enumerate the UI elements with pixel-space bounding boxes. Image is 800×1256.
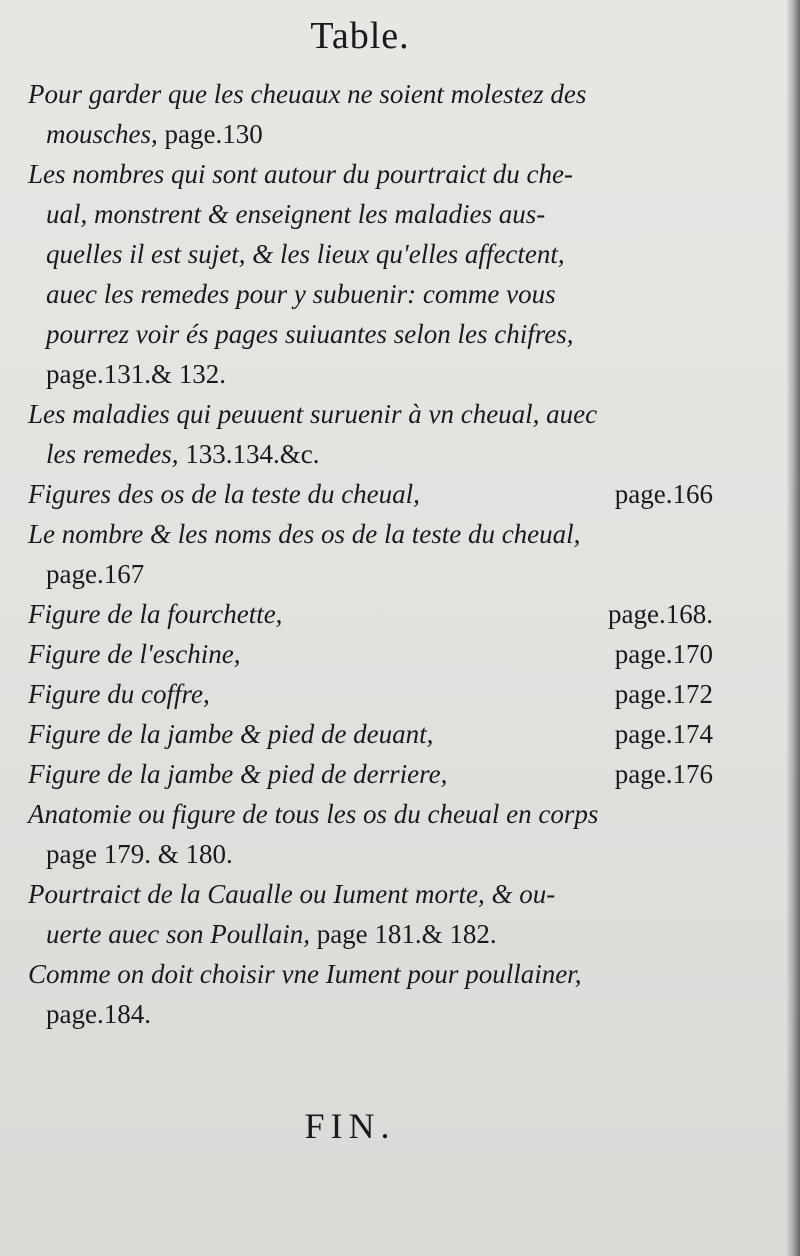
- toc-entry: [28, 674, 713, 714]
- toc-entry: [28, 714, 713, 754]
- entry-line: Les nombres qui sont autour du pourtraict du che-: [28, 159, 573, 189]
- toc-entry: [28, 394, 713, 474]
- entry-line: auec les remedes pour y subuenir: comme vous: [46, 279, 556, 309]
- page-reference: page 179. & 180.: [46, 839, 233, 869]
- page-reference: page 181.& 182.: [316, 919, 497, 949]
- entry-line: uerte auec son Poullain,: [46, 919, 310, 949]
- entry-line: mousches,: [46, 119, 158, 149]
- toc-entry: [28, 874, 713, 954]
- toc-entry: [28, 474, 713, 514]
- toc-entry: [28, 74, 713, 154]
- page-reference: page.130: [164, 119, 263, 149]
- entry-line: Les maladies qui peuuent suruenir à vn cheual, auec: [28, 399, 598, 429]
- toc-entry: [28, 794, 713, 874]
- page-reference: 133.134.&c.: [185, 439, 320, 469]
- toc-entry: [28, 594, 713, 634]
- end-marker: FIN.: [304, 1106, 396, 1146]
- page-reference: page.184.: [46, 999, 151, 1029]
- entry-line: Figure de la jambe & pied de deuant,: [28, 719, 434, 749]
- page-reference: page.167: [46, 559, 145, 589]
- entry-line: ual, monstrent & enseignent les maladies aus-: [46, 199, 546, 229]
- page-reference: page.168.: [608, 599, 713, 629]
- page-reference: page.174: [614, 719, 713, 749]
- entry-line: Figures des os de la teste du cheual,: [28, 479, 420, 509]
- entry-line: Figure de la jambe & pied de derriere,: [28, 759, 448, 789]
- entry-line: Figure du coffre,: [28, 679, 210, 709]
- page-reference: page.176: [614, 759, 713, 789]
- toc-entry: [28, 514, 713, 594]
- entry-line: quelles il est sujet, & les lieux qu'elles affectent,: [46, 239, 565, 269]
- page-edge-shadow: [786, 0, 800, 1256]
- page-reference: page.172: [614, 679, 713, 709]
- toc-entry: [28, 154, 713, 394]
- entry-line: pourrez voir és pages suiuantes selon les chifres,: [46, 319, 574, 349]
- page-title: Table.: [310, 15, 410, 57]
- entry-line: Pourtraict de la Caualle ou Iument morte, & ou-: [28, 879, 556, 909]
- entry-line: Figure de l'eschine,: [28, 639, 241, 669]
- page-reference: page.131.& 132.: [46, 359, 226, 389]
- table-of-contents: [28, 74, 713, 1034]
- entry-line: Pour garder que les cheuaux ne soient molestez des: [28, 79, 587, 109]
- entry-line: Figure de la fourchette,: [28, 599, 283, 629]
- toc-entry: [28, 634, 713, 674]
- toc-entry: [28, 954, 713, 1034]
- toc-entry: [28, 754, 713, 794]
- entry-line: Anatomie ou figure de tous les os du cheual en corps: [28, 799, 599, 829]
- entry-line: Comme on doit choisir vne Iument pour poullainer,: [28, 959, 582, 989]
- page-reference: page.170: [614, 639, 713, 669]
- page-reference: page.166: [614, 479, 713, 509]
- entry-line: Le nombre & les noms des os de la teste du cheual,: [28, 519, 581, 549]
- entry-line: les remedes,: [46, 439, 179, 469]
